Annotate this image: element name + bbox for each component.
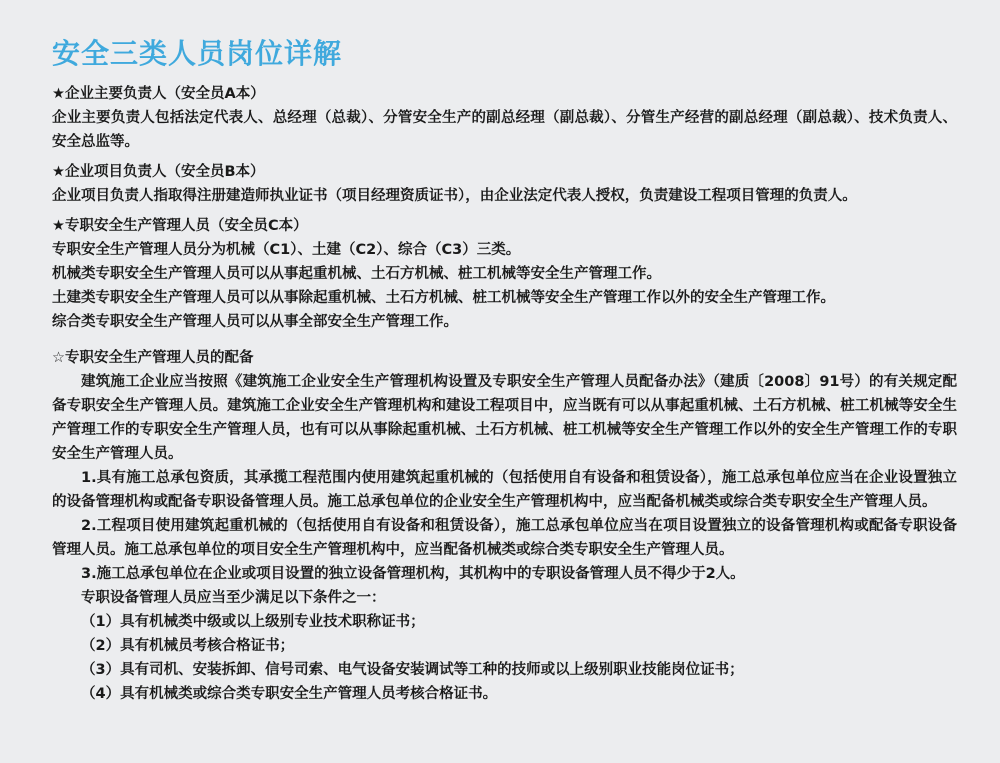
condition-item: （1）具有机械类中级或以上级别专业技术职称证书； bbox=[81, 614, 425, 630]
conditions-intro: 专职设备管理人员应当至少满足以下条件之一： bbox=[81, 590, 386, 606]
section-b-heading: ★企业项目负责人（安全员B本） bbox=[52, 164, 265, 180]
section-d-intro: 建筑施工企业应当按照《建筑施工企业安全生产管理机构设置及专职安全生产管理人员配备办法》（建质〔2008〕91号）的有关规定配备专职安全生产管理人员。建筑施工企业安全生产管理机构和建设工程项目中，应当既有可以从事起重机械、土石方机械、桩工机械等安全生产管理工作的专职安全生产管理人员，也有可以从事除起重机械、土石方机械、桩工机械等安全生产管理工作以外的安全生产管理工作的专职安全生产管理人员。 bbox=[52, 374, 957, 462]
section-c-heading: ★专职安全生产管理人员（安全员C本） bbox=[52, 218, 308, 234]
section-a-text: 企业主要负责人包括法定代表人、总经理（总裁）、分管安全生产的副总经理（副总裁）、分管生产经营的副总经理（副总裁）、技术负责人、安全总监等。 bbox=[52, 110, 957, 150]
section-c-line: 专职安全生产管理人员分为机械（C1）、土建（C2）、综合（C3）三类。 bbox=[52, 242, 521, 258]
section-b-text: 企业项目负责人指取得注册建造师执业证书（项目经理资质证书），由企业法定代表人授权，负责建设工程项目管理的负责人。 bbox=[52, 188, 857, 204]
document-page bbox=[52, 34, 957, 706]
condition-item: （4）具有机械类或综合类专职安全生产管理人员考核合格证书。 bbox=[81, 686, 498, 702]
section-d-heading: ☆专职安全生产管理人员的配备 bbox=[52, 350, 254, 366]
condition-item: （3）具有司机、安装拆卸、信号司索、电气设备安装调试等工种的技师或以上级别职业技能岗位证书； bbox=[81, 662, 744, 678]
section-d-item: 1.具有施工总承包资质，其承揽工程范围内使用建筑起重机械的（包括使用自有设备和租赁设备），施工总承包单位应当在企业设置独立的设备管理机构或配备专职设备管理人员。施工总承包单位的企业安全生产管理机构中，应当配备机械类或综合类专职安全生产管理人员。 bbox=[52, 470, 957, 510]
section-c-line: 机械类专职安全生产管理人员可以从事起重机械、土石方机械、桩工机械等安全生产管理工作。 bbox=[52, 266, 661, 282]
page-title: 安全三类人员岗位详解 bbox=[52, 37, 343, 70]
condition-item: （2）具有机械员考核合格证书； bbox=[81, 638, 295, 654]
section-c-line: 土建类专职安全生产管理人员可以从事除起重机械、土石方机械、桩工机械等安全生产管理工作以外的安全生产管理工作。 bbox=[52, 290, 835, 306]
section-d-item: 2.工程项目使用建筑起重机械的（包括使用自有设备和租赁设备），施工总承包单位应当在项目设置独立的设备管理机构或配备专职设备管理人员。施工总承包单位的项目安全生产管理机构中，应当配备机械类或综合类专职安全生产管理人员。 bbox=[52, 518, 957, 558]
section-a-heading: ★企业主要负责人（安全员A本） bbox=[52, 86, 265, 102]
section-c-line: 综合类专职安全生产管理人员可以从事全部安全生产管理工作。 bbox=[52, 314, 458, 330]
section-d-item: 3.施工总承包单位在企业或项目设置的独立设备管理机构，其机构中的专职设备管理人员不得少于2人。 bbox=[81, 566, 745, 582]
